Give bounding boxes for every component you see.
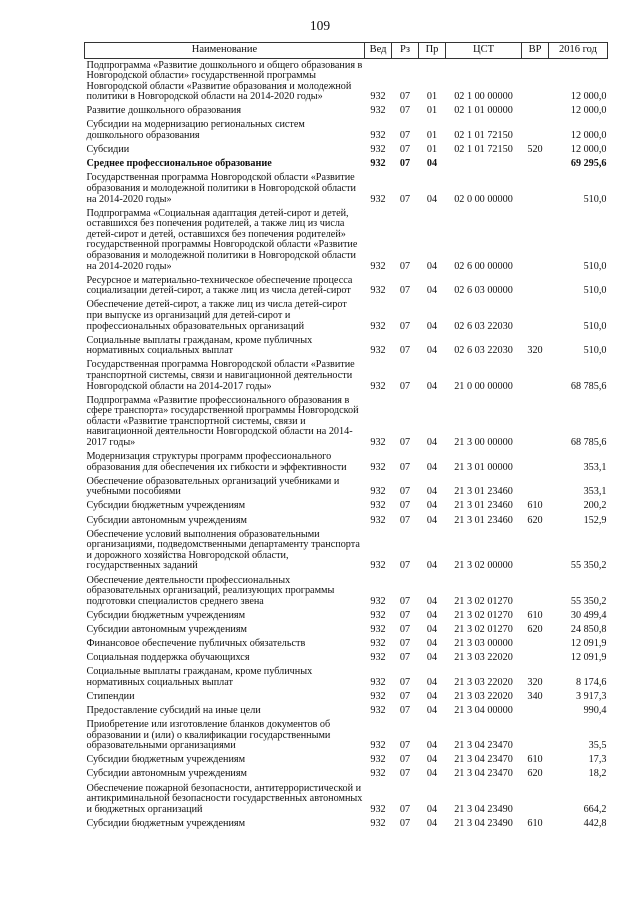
cell-cst: 21 3 04 23490 [454,817,513,829]
table-row [85,274,608,299]
cell-cst: 02 1 01 72150 [454,130,513,142]
cell-ved: 932 [370,768,386,780]
cell-pr: 01 [426,91,438,103]
cell-vr: 320 [527,676,543,688]
cell-name: Подпрограмма «Социальная адаптация детей-сирот и детей, оставшихся без попечения родителей, а также лиц из числа детей-сирот и детей, оставшихся без попечения родителей» государственной программы Новгородской области «Развитие образования и молодежной политики в Новгородской области на 2014-2020 годы» [86,207,358,272]
cell-ved: 932 [370,345,386,357]
cell-amount: 68 785,6 [570,437,607,448]
cell-rz: 07 [399,437,411,448]
cell-ved: 932 [370,320,386,332]
cell-amount: 68 785,6 [570,380,607,392]
cell-cst: 21 3 03 22020 [454,676,513,688]
cell-vr [522,638,549,652]
cell-cst: 02 1 00 00000 [454,91,513,103]
cell-vr [522,359,549,394]
cell-vr [522,394,549,450]
cell-rz: 07 [399,144,411,156]
cell-vr [522,528,549,574]
cell-amount: 990,4 [583,704,607,716]
cell-pr: 04 [426,500,438,512]
cell-name: Социальная поддержка обучающихся [86,652,250,664]
cell-name: Субсидии автономным учреждениям [86,768,247,780]
cell-name: Субсидии бюджетным учреждениям [86,500,246,512]
table-row [85,768,608,782]
cell-amount: 510,0 [583,193,607,205]
cell-vr [522,782,549,817]
cell-amount: 12 000,0 [570,91,607,103]
cell-cst: 21 3 02 01270 [454,623,513,635]
cell-ved: 932 [370,130,386,142]
cell-ved: 932 [370,609,386,621]
cell-vr: 340 [527,690,543,702]
cell-amount: 69 295,6 [570,158,607,170]
cell-rz: 07 [399,320,411,332]
table-row [85,609,608,623]
cell-ved: 932 [370,803,386,815]
cell-pr: 04 [426,486,438,498]
table-row [85,652,608,666]
cell-amount: 510,0 [583,285,607,297]
cell-cst: 02 6 03 22030 [454,345,513,357]
cell-rz: 07 [399,623,411,635]
cell-rz: 07 [399,704,411,716]
cell-cst: 21 3 03 00000 [454,638,513,649]
cell-ved: 932 [370,461,386,473]
cell-vr: 520 [527,144,543,156]
cell-cst: 21 3 04 23470 [454,754,513,766]
table-header-row [85,43,608,59]
table-body [85,59,608,832]
cell-name: Субсидии автономным учреждениям [86,623,247,635]
cell-rz: 07 [399,500,411,512]
cell-pr: 04 [426,768,438,780]
table-row [85,299,608,334]
cell-pr: 04 [426,676,438,688]
cell-name: Подпрограмма «Развитие профессионального образования в сфере транспорта» государственной программы Новгородской области «Развитие транспортной системы, связи и навигационной деятельности Новгородской области на 2014-2017 годы» [86,394,359,448]
cell-name: Финансовое обеспечение публичных обязательств [86,638,306,649]
cell-pr: 04 [426,740,438,752]
header-rz: Рз [392,43,419,59]
cell-pr: 04 [426,285,438,297]
cell-cst: 02 6 00 00000 [454,260,513,272]
table-row [85,638,608,652]
cell-name: Приобретение или изготовление бланков документов об образовании и (или) о квалификации государственными образовательными организациями [86,719,331,752]
cell-cst: 21 3 02 01270 [454,595,513,607]
cell-vr [522,207,549,274]
cell-ved: 932 [370,704,386,716]
table-row [85,704,608,718]
cell-amount: 17,3 [588,754,607,766]
cell-cst: 21 3 00 00000 [454,437,513,448]
cell-rz: 07 [399,193,411,205]
cell-ved: 932 [370,676,386,688]
cell-vr [522,158,549,172]
cell-pr: 04 [426,623,438,635]
cell-pr: 04 [426,595,438,607]
cell-ved: 932 [370,193,386,205]
cell-pr: 04 [426,609,438,621]
table-row [85,500,608,514]
cell-rz: 07 [399,380,411,392]
cell-name: Субсидии бюджетным учреждениям [86,609,246,621]
cell-ved: 932 [370,817,386,829]
cell-cst: 21 3 01 23460 [454,486,513,498]
cell-cst: 21 3 01 23460 [454,500,513,512]
table-row [85,475,608,500]
cell-ved: 932 [370,500,386,512]
cell-vr [522,299,549,334]
cell-vr [522,574,549,609]
cell-pr: 01 [426,144,438,156]
cell-pr: 04 [426,345,438,357]
table-row [85,690,608,704]
cell-vr [522,475,549,500]
cell-rz: 07 [399,740,411,752]
table-row [85,719,608,754]
cell-amount: 152,9 [583,514,607,526]
header-cst: ЦСТ [446,43,522,59]
cell-ved: 932 [370,560,386,572]
table-row [85,105,608,119]
cell-vr: 320 [527,345,543,357]
cell-ved: 932 [370,740,386,752]
table-row [85,451,608,476]
cell-ved: 932 [370,91,386,103]
cell-cst: 02 1 01 72150 [454,144,513,156]
cell-amount: 664,2 [583,803,607,815]
cell-cst [446,158,522,172]
cell-pr: 04 [426,803,438,815]
budget-table [84,42,608,831]
cell-cst: 21 3 04 23470 [454,740,513,752]
header-name: Наименование [85,43,365,59]
cell-rz: 07 [399,260,411,272]
header-ved: Вед [365,43,392,59]
table-row [85,623,608,637]
cell-cst: 21 3 04 00000 [454,704,513,716]
cell-vr [522,451,549,476]
cell-rz: 07 [399,158,411,170]
header-year: 2016 год [549,43,608,59]
cell-name: Подпрограмма «Развитие дошкольного и общего образования в Новгородской области» государственной программы Новгородской области «Развитие образования и молодежной политики в Новгородской области на 2014-2020 годы» [86,59,363,103]
cell-pr: 04 [426,158,438,170]
cell-ved: 932 [370,754,386,766]
cell-rz: 07 [399,461,411,473]
cell-vr [522,105,549,119]
cell-ved: 932 [370,144,386,156]
cell-amount: 24 850,8 [570,623,607,635]
cell-cst: 02 1 01 00000 [454,105,513,117]
cell-cst: 02 0 00 00000 [454,193,513,205]
cell-amount: 12 091,9 [570,652,607,664]
cell-amount: 18,2 [588,768,607,780]
table-row [85,754,608,768]
cell-rz: 07 [399,676,411,688]
cell-vr: 620 [527,623,543,635]
table-row [85,359,608,394]
table-row [85,817,608,831]
cell-rz: 07 [399,652,411,664]
cell-ved: 932 [370,380,386,392]
cell-rz: 07 [399,638,411,649]
cell-name: Стипендии [86,690,135,702]
cell-ved: 932 [370,652,386,664]
cell-name: Обеспечение пожарной безопасности, антитеррористической и антикриминальной безопасности государственных автономных и бюджетных организаций [86,782,363,815]
table-row [85,666,608,691]
cell-ved: 932 [370,260,386,272]
cell-ved: 932 [370,105,386,117]
cell-vr: 610 [527,500,543,512]
cell-amount: 8 174,6 [575,676,607,688]
cell-cst: 02 6 03 22030 [454,320,513,332]
cell-ved: 932 [370,595,386,607]
cell-pr: 04 [426,380,438,392]
cell-ved: 932 [370,514,386,526]
table-row [85,782,608,817]
table-row [85,172,608,207]
cell-rz: 07 [399,91,411,103]
cell-rz: 07 [399,285,411,297]
cell-vr [522,119,549,144]
cell-rz: 07 [399,105,411,117]
cell-pr: 04 [426,193,438,205]
cell-pr: 04 [426,704,438,716]
cell-vr [522,719,549,754]
cell-name: Государственная программа Новгородской области «Развитие образования и молодежной политики в Новгородской области на 2014-2020 годы» [86,172,356,205]
table-row [85,144,608,158]
cell-vr: 620 [527,514,543,526]
cell-amount: 12 000,0 [570,130,607,142]
header-vr: ВР [522,43,549,59]
cell-name: Субсидии [86,144,130,156]
cell-ved: 932 [370,623,386,635]
cell-pr: 04 [426,437,438,448]
header-pr: Пр [419,43,446,59]
cell-pr: 04 [426,817,438,829]
cell-cst: 21 3 03 22020 [454,690,513,702]
cell-amount: 55 350,2 [570,560,607,572]
cell-name: Социальные выплаты гражданам, кроме публичных нормативных социальных выплат [86,334,313,357]
cell-name: Государственная программа Новгородской области «Развитие транспортной системы, связи и навигационной деятельности Новгородской области на 2014-2017 годы» [86,359,355,392]
cell-vr [522,59,549,105]
cell-ved: 932 [370,486,386,498]
cell-name: Среднее профессиональное образование [86,158,272,170]
cell-pr: 04 [426,560,438,572]
cell-rz: 07 [399,609,411,621]
cell-rz: 07 [399,514,411,526]
cell-name: Обеспечение образовательных организаций учебниками и учебными пособиями [86,475,340,498]
cell-pr: 04 [426,260,438,272]
cell-name: Обеспечение деятельности профессиональных образовательных организаций, реализующих программы подготовки специалистов среднего звена [86,574,335,607]
cell-name: Ресурсное и материально-техническое обеспечение процесса социализации детей-сирот, а также лиц из числа детей-сирот [86,274,353,297]
cell-amount: 55 350,2 [570,595,607,607]
cell-rz: 07 [399,345,411,357]
cell-cst: 21 3 03 22020 [454,652,513,664]
cell-pr: 04 [426,690,438,702]
cell-amount: 30 499,4 [570,609,607,621]
table-row [85,119,608,144]
cell-cst: 21 3 01 00000 [454,461,513,473]
cell-pr: 04 [426,461,438,473]
cell-cst: 21 3 04 23490 [454,803,513,815]
cell-name: Субсидии бюджетным учреждениям [86,817,246,829]
cell-name: Обеспечение детей-сирот, а также лиц из числа детей-сирот при выпуске из организаций для детей-сирот и профессиональных образовательных организаций [86,299,347,332]
cell-rz: 07 [399,768,411,780]
cell-amount: 200,2 [583,500,607,512]
cell-vr: 620 [527,768,543,780]
cell-name: Субсидии на модернизацию региональных систем дошкольного образования [86,119,305,142]
cell-amount: 353,1 [583,486,607,498]
cell-pr: 04 [426,754,438,766]
cell-amount: 510,0 [583,320,607,332]
table-row [85,207,608,274]
cell-amount: 510,0 [583,260,607,272]
cell-rz: 07 [399,560,411,572]
cell-cst: 21 3 02 00000 [454,560,513,572]
cell-ved: 932 [370,285,386,297]
cell-cst: 21 0 00 00000 [454,380,513,392]
cell-amount: 442,8 [583,817,607,829]
cell-vr [522,652,549,666]
cell-amount: 353,1 [583,461,607,473]
cell-rz: 07 [399,486,411,498]
cell-pr: 04 [426,320,438,332]
cell-amount: 12 000,0 [570,105,607,117]
cell-name: Субсидии бюджетным учреждениям [86,754,246,766]
cell-ved: 932 [370,437,386,448]
cell-rz: 07 [399,130,411,142]
table-row [85,528,608,574]
cell-vr: 610 [527,609,543,621]
cell-pr: 04 [426,514,438,526]
cell-rz: 07 [399,595,411,607]
cell-name: Развитие дошкольного образования [86,105,242,117]
table-row [85,59,608,105]
cell-amount: 12 091,9 [570,638,607,649]
cell-ved: 932 [370,158,386,170]
cell-vr: 610 [527,817,543,829]
cell-ved: 932 [370,638,386,649]
cell-vr: 610 [527,754,543,766]
table-row [85,334,608,359]
cell-name: Социальные выплаты гражданам, кроме публичных нормативных социальных выплат [86,666,313,688]
cell-amount: 35,5 [588,740,607,752]
cell-pr: 04 [426,638,438,649]
cell-cst: 21 3 04 23470 [454,768,513,780]
cell-pr: 01 [426,130,438,142]
cell-rz: 07 [399,803,411,815]
cell-amount: 3 917,3 [575,690,607,702]
cell-vr [522,274,549,299]
cell-pr: 04 [426,652,438,664]
cell-cst: 21 3 02 01270 [454,609,513,621]
cell-name: Обеспечение условий выполнения образовательными организациями, подведомственными департаменту транспорта и дорожного хозяйства Новгородской области, государственных заданий [86,528,360,572]
cell-cst: 02 6 03 00000 [454,285,513,297]
cell-vr [522,704,549,718]
cell-amount: 12 000,0 [570,144,607,156]
table-row [85,574,608,609]
cell-rz: 07 [399,690,411,702]
cell-pr: 01 [426,105,438,117]
page-number: 109 [309,18,331,33]
table-row [85,394,608,450]
cell-rz: 07 [399,817,411,829]
table-row [85,158,608,172]
cell-name: Субсидии автономным учреждениям [86,514,247,526]
cell-name: Предоставление субсидий на иные цели [86,704,261,716]
cell-cst: 21 3 01 23460 [454,514,513,526]
table-row [85,514,608,528]
cell-ved: 932 [370,690,386,702]
cell-vr [522,172,549,207]
cell-rz: 07 [399,754,411,766]
cell-name: Модернизация структуры программ профессионального образования для обеспечения их гибкости и эффективности [86,451,347,473]
cell-amount: 510,0 [583,345,607,357]
